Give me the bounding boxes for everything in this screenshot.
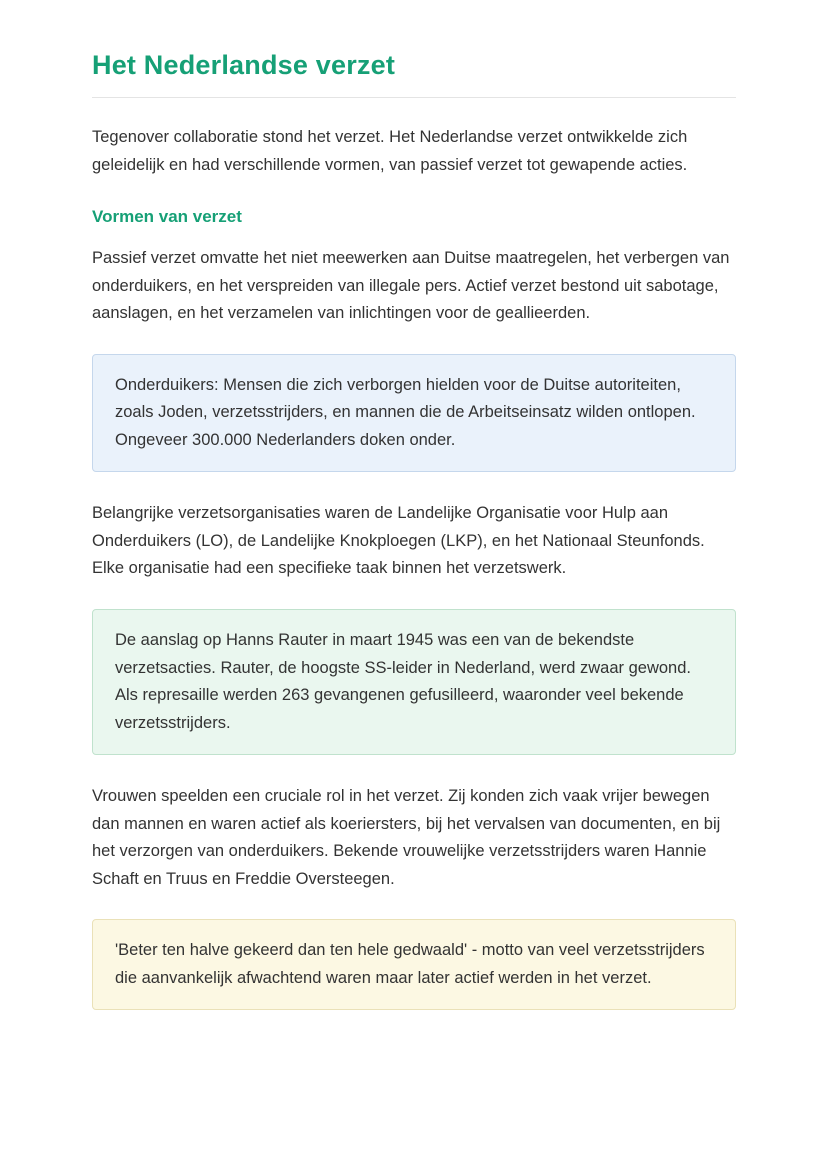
intro-paragraph: Tegenover collaboratie stond het verzet. Het Nederlandse verzet ontwikkelde zich geleidelijk en had verschillende vormen, van passief verzet tot gewapende acties. bbox=[92, 128, 688, 174]
highlight-box-rauter-attack: De aanslag op Hanns Rauter in maart 1945 was een van de bekendste verzetsacties. Rauter, de hoogste SS-leider in Nederland, werd zwaar gewond. Als represaille werden 263 gevangenen gefusilleerd, waaronder veel bekende verzetsstrijders. bbox=[92, 609, 736, 755]
title-divider bbox=[92, 97, 736, 98]
page-title: Het Nederlandse verzet bbox=[92, 50, 396, 80]
section-heading-vormen-van-verzet: Vormen van verzet bbox=[92, 207, 242, 227]
quote-box-motto: 'Beter ten halve gekeerd dan ten hele gedwaald' - motto van veel verzetsstrijders die aanvankelijk afwachtend waren maar later actief werden in het verzet. bbox=[92, 919, 736, 1010]
paragraph-women-in-resistance: Vrouwen speelden een cruciale rol in het verzet. Zij konden zich vaak vrijer bewegen dan mannen en waren actief als koeriersters, bij het vervalsen van documenten, en bij het verzorgen van onderduikers. Bekende vrouwelijke verzetsstrijders waren Hannie Schaft en Truus en Freddie Oversteegen. bbox=[92, 787, 721, 888]
paragraph-forms-of-resistance: Passief verzet omvatte het niet meewerken aan Duitse maatregelen, het verbergen van onderduikers, en het verspreiden van illegale pers. Actief verzet bestond uit sabotage, aanslagen, en het verzamelen van inlichtingen voor de geallieerden. bbox=[92, 249, 730, 323]
paragraph-organisations: Belangrijke verzetsorganisaties waren de Landelijke Organisatie voor Hulp aan Onderduikers (LO), de Landelijke Knokploegen (LKP), en het Nationaal Steunfonds. Elke organisatie had een specifieke taak binnen het verzetswerk. bbox=[92, 504, 705, 578]
info-box-onderduikers: Onderduikers: Mensen die zich verborgen hielden voor de Duitse autoriteiten, zoals Joden, verzetsstrijders, en mannen die de Arbeitseinsatz wilden ontlopen. Ongeveer 300.000 Nederlanders doken onder. bbox=[92, 354, 736, 473]
